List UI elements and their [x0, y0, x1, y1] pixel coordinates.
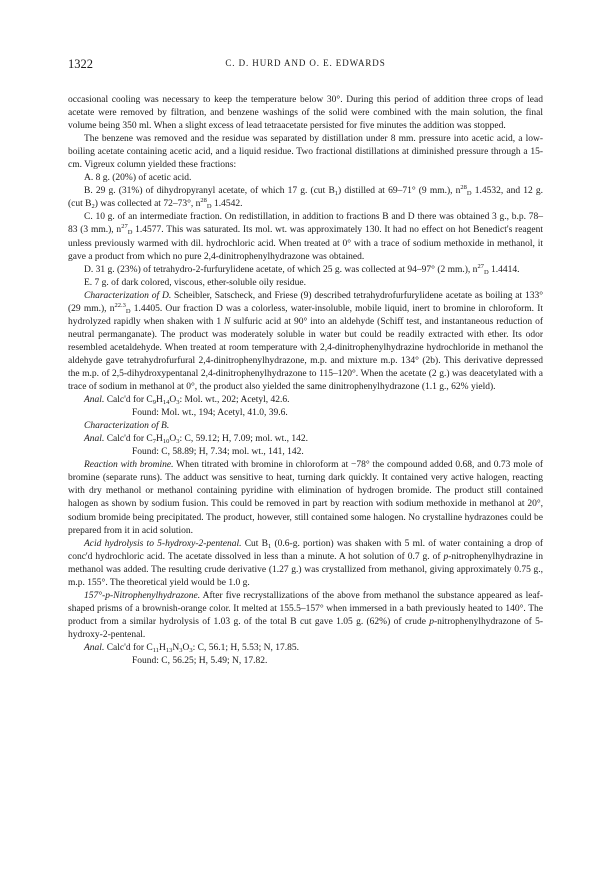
analysis-found-d: Found: Mol. wt., 194; Acetyl, 41.0, 39.6.	[132, 408, 288, 419]
section-title: Characterization of D.	[84, 290, 172, 301]
fraction-d: D. 31 g. (23%) of tetrahydro-2-furfurylidene acetate, of which 25 g. was collected at 94–97° (2 mm.), $n^{27}_D$ 1.4414.	[84, 262, 520, 276]
reaction-with-bromine: Reaction with bromine. When titrated with bromine in chloroform at −78° the compound added 0.68, and 0.73 mole of bromine (separate runs). The adduct was sensitive to heat, turning dark quickly. It contained very active halogen, reacting with dry methanol or methanol containing pyridine with elimination of hydrogen bromide. The product still contained halogen as shown by sodium fusion. This could be removed in part by reaction with sodium methoxide in methanol at 20°, sodium bromide being precipitated. The product, however, still contained some halogen. No crystalline hydrazones could be prepared from it in acid solution.	[68, 460, 543, 536]
analysis-found-b: Found: C, 58.89; H, 7.34; mol. wt., 141, 142.	[132, 447, 304, 458]
article-body	[68, 94, 543, 668]
page-number: 1322	[68, 57, 93, 71]
fraction-b: B. 29 g. (31%) of dihydropyranyl acetate, of which 17 g. (cut $B_1$) distilled at 69–71° (9 mm.), $n^{28}_D$ 1.4532, and 12 g. (cut $B_2$) was collected at 72–73°, $n^{28}_D$ 1.4542.	[68, 184, 543, 211]
analysis-calc-hydrazone: Anal. Calc'd for $C_{11}H_{13}N_3O_3$: C, 56.1; H, 5.53; N, 17.85.	[84, 642, 299, 654]
running-head: C. D. HURD AND O. E. EDWARDS	[225, 58, 386, 68]
fraction-e: E. 7 g. of dark colored, viscous, ether-soluble oily residue.	[84, 277, 306, 288]
acid-hydrolysis: Acid hydrolysis to 5-hydroxy-2-pentenal. Cut $B_1$ (0.6-g. portion) was shaken with 5 ml. of water containing a drop of conc'd hydrochloric acid. The acetate dissolved in less than a minute. A hot solution of 0.7 g. of p-nitrophenylhydrazine in methanol was added. The resulting crude derivative (1.27 g.) was crystallized from methanol, giving approximately 0.75 g., m.p. 155°. The theoretical yield would be 1.0 g.	[68, 538, 543, 588]
analysis-calc-b: Anal. Calc'd for $C_7H_{10}O_3$: C, 59.12; H, 7.09; mol. wt., 142.	[84, 434, 309, 446]
paragraph-distillation: The benzene was removed and the residue was separated by distillation under 8 mm. pressure into acetic acid, a low-boiling acetate containing acetic acid, and a liquid residue. Two fractional distillations at diminished pressure through a 15-cm. Vigreux column yielded these fractions:	[68, 134, 543, 171]
section-title: 157°-p-Nitrophenylhydrazone.	[84, 590, 201, 601]
fraction-a: A. 8 g. (20%) of acetic acid.	[84, 173, 192, 184]
paragraph-cooling: occasional cooling was necessary to keep the temperature below 30°. During this period of addition three crops of lead acetate were removed by filtration, and benzene washings of the solid were combined with the main solution, the final volume being 350 ml. When a slight excess of lead tetraacetate persisted for five minutes the addition was stopped.	[68, 95, 543, 132]
fraction-c: C. 10 g. of an intermediate fraction. On redistillation, in addition to fractions B and D there was obtained 3 g., b.p. 78–83 (3 mm.), $n^{27}_D$ 1.4577. This was saturated. Its mol. wt. was approximately 130. It had no effect on hot Benedict's reagent unless previously warmed with dil. hydrochloric acid. When treated at 0° with a trace of sodium methoxide in methanol, it gave a product from which no pure 2,4-dinitrophenylhydrazone was obtained.	[68, 212, 544, 262]
characterization-d: Characterization of D. Scheibler, Satscheck, and Friese (9) described tetrahydrofurfurylidene acetate as boiling at 133° (29 mm.), $n^{22.3}_D$ 1.4405. Our fraction D was a colorless, water-insoluble, mobile liquid, inert to bromine in chloroform. It hydrolyzed rapidly when shaken with 1 N sulfuric acid at 90° into an aldehyde (Schiff test, and instantaneous reduction of neutral permanganate). The product was moderately soluble in water but could be readily extracted with ether. Its odor resembled acetaldehyde. When treated at room temperature with 2,4-dinitrophenylhydrazine hydrochloride in methanol the aldehyde gave tetrahydrofurfural 2,4-dinitrophenylhydrazone, m.p. and mixture m.p. 134° (2b). This derivative depressed the m.p. of 2,5-dihydroxypentanal 2,4-dinitrophenylhydrazone to 115–120°. When the acetate (2 g.) was deacetylated with a trace of sodium in methanol at 0°, the product also yielded the same dinitrophenylhydrazone (1.1 g., 62% yield).	[68, 290, 544, 393]
section-title: Reaction with bromine.	[84, 460, 174, 471]
page-header	[68, 57, 543, 73]
characterization-b-title: Characterization of B.	[84, 421, 170, 432]
nitrophenylhydrazone: 157°-p-Nitrophenylhydrazone. After five recrystallizations of the above from methanol the substance appeared as leaf-shaped prisms of a brownish-orange color. It melted at 155.5–157° when immersed in a bath previously heated to 140°. The product from a similar hydrolysis of 1.03 g. of the total B cut gave 1.05 g. (62%) of crude p-nitrophenylhydrazone of 5-hydroxy-2-pentenal.	[68, 590, 543, 640]
section-title: Acid hydrolysis to 5-hydroxy-2-pentenal.	[84, 538, 242, 549]
analysis-calc-d: Anal. Calc'd for $C_9H_{14}O_3$: Mol. wt., 202; Acetyl, 42.6.	[84, 395, 290, 407]
analysis-found-hydrazone: Found: C, 56.25; H, 5.49; N, 17.82.	[132, 656, 268, 667]
